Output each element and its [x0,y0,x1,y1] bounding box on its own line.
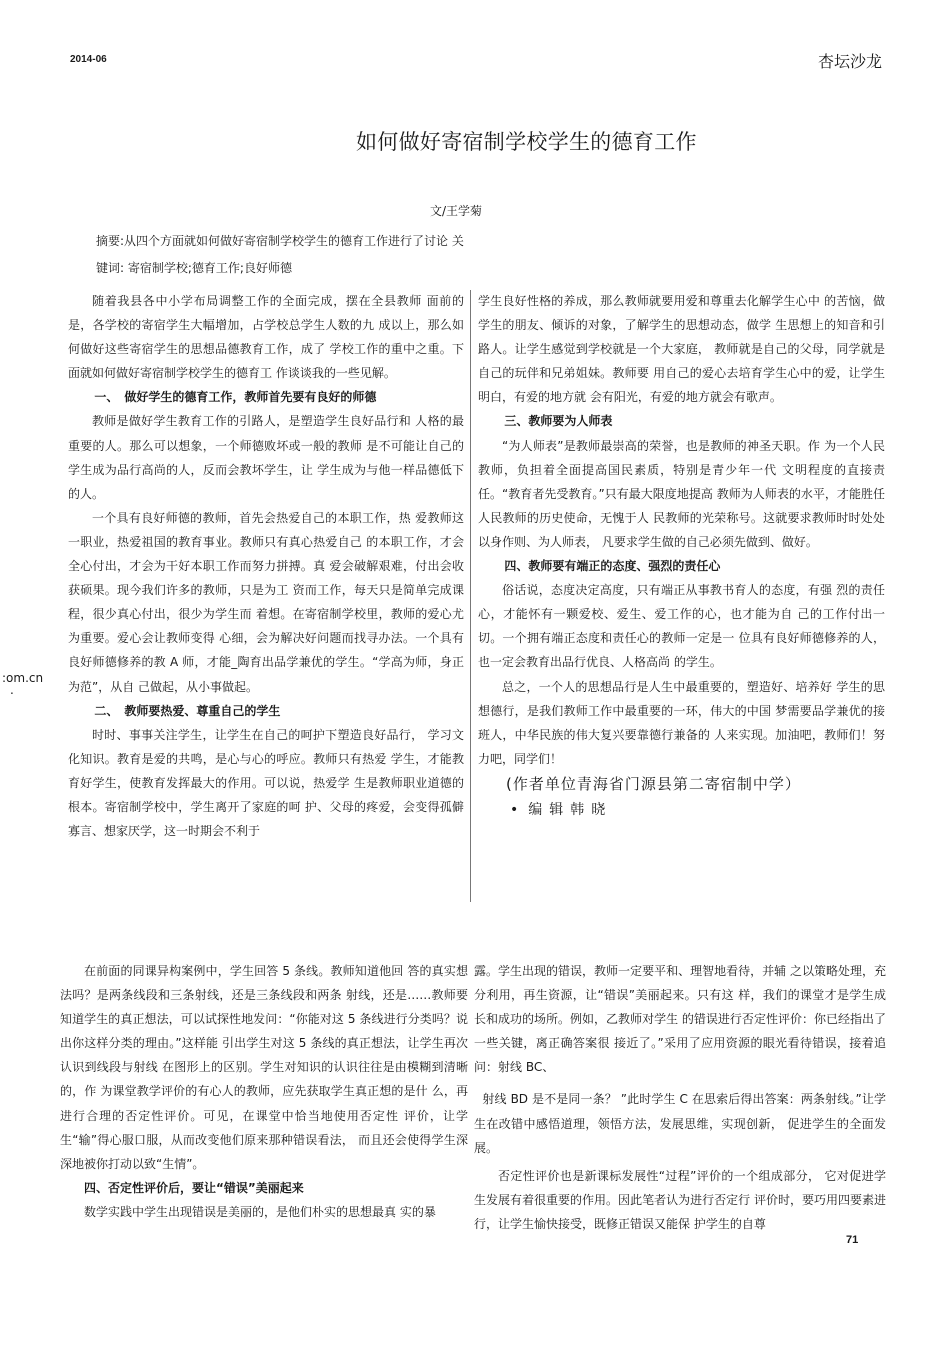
section-heading: 二、 教师要热爱、尊重自己的学生 [94,703,281,718]
section-heading: 一、 做好学生的德育工作，教师首先要有良好的师德 [94,390,377,405]
section-heading: 四、教师要有端正的态度、强烈的责任心 [504,559,721,574]
paragraph: 否定性评价也是新课标发展性“过程”评价的一个组成部分， 它对促进学生发展有着很重要的作用。因此笔者认为进行否定行 评价时，要巧用四要素进行，让学生愉快接受，既修正错误又能保 护学生的自尊 [474,1168,886,1231]
second-article-right-column [474,959,886,1236]
paragraph: 射线 BD 是不是同一条？ ”此时学生 C 在思索后得出答案：两条射线。”让学生在改错中感悟道理，领悟方法，发展思维，实现创新， 促进学生的全面发展。 [474,1092,886,1155]
section-heading: 四、否定性评价后，要让“错误”美丽起来 [84,1180,304,1195]
article-keywords: 键词: 寄宿制学校;德育工作;良好师德 [96,261,292,275]
editor-line [478,797,885,823]
author-affiliation: (作者单位青海省门源县第二寄宿制中学） [506,774,801,793]
side-fragment-text: :om.cn [2,671,44,685]
article-abstract: 摘要:从四个方面就如何做好寄宿制学校学生的德育工作进行了讨论 关 [96,234,464,248]
paragraph: “为人师表”是教师最崇高的荣誉，也是教师的神圣天职。作 为一个人民教师，负担着全面提高国民素质，特别是青少年一代 文明程度的直接责任。“教育者先受教育。”只有最大限度地提高 教师为人师表的水平，才能胜任人民教师的历史使命，无愧于人 民教师的光荣称号。这就要求教师时时处处以身作则、为人师表， 凡要求学生做的自己必须先做到、做好。 [478,438,885,549]
bullet-icon: • [510,801,519,818]
paragraph: 数学实践中学生出现错误是美丽的，是他们朴实的思想最真 实的暴 [84,1204,436,1219]
page-number: 71 [846,1234,859,1246]
paragraph: 时时、事事关注学生，让学生在自己的呵护下塑造良好品行， 学习文化知识。教育是爱的共鸣，是心与心的呼应。教师只有热爱 学生，才能教育好学生，使教育发挥最大的作用。可以说，热爱学 生是教师职业道德的根本。寄宿制学校中，学生离开了家庭的呵 护、父母的疼爱，会变得孤僻寡言、想家厌学，这一时期会不利于 [68,727,464,839]
paragraph: 在前面的同课异构案例中，学生回答 5 条线。教师知道他回 答的真实想法吗？是两条线段和三条射线，还是三条线段和两条 射线，还是……教师要知道学生的真正想法，可以试探性地发问：“你能对这 5 条线进行分类吗？说出你这样分类的理由。”这样能 引出学生对这 5 条线的真正想法，让学生再次认识到线段与射线 在图形上的区别。学生对知识的认识往往是由模糊到清晰的，作 为课堂教学评价的有心人的教师，应先获取学生真正想的是什 么，再进行合理的否定性评价。可见，在课堂中恰当地使用否定性 评价，让学生“输”得心服口服，从而改变他们原来那种错误看法， 而且还会使得学生深深地被你打动以致“生情”。 [60,964,468,1171]
paragraph: 学生良好性格的养成，那么教师就要用爱和尊重去化解学生心中 的苦恼，做学生的朋友、倾诉的对象，了解学生的思想动态，做学 生思想上的知音和引路人。让学生感觉到学校就是一个大家庭， 教师就是自己的父母，同学就是自己的玩伴和兄弟姐妹。教师要 用自己的爱心去培育学生心中的爱，让学生明白，有爱的地方就 会有阳光，有爱的地方就会有歌声。 [478,294,885,405]
article-title: 如何做好寄宿制学校学生的德育工作 [356,130,697,154]
paragraph: 教师是做好学生教育工作的引路人，是塑造学生良好品行和 人格的最重要的人。那么可以想象，一个师德败坏或一般的教师 是不可能让自己的学生成为品行高尚的人，反而会教坏学生，让 学生成为与他一样品德低下的人。 [68,414,464,501]
paragraph: 一个具有良好师德的教师，首先会热爱自己的本职工作，热 爱教师这一职业，热爱祖国的教育事业。教师只有真心热爱自己 的本职工作，才会全心付出，才会为干好本职工作而努力拼搏。真 爱会破解艰难，付出会收获硕果。现今我们许多的教师，只是为工 资而工作，每天只是简单完成课程，很少真心付出，很少为学生而 着想。在寄宿制学校里，教师的爱心尤为重要。爱心会让教师变得 心细，会为解决好问题而找寻办法。一个具有良好师德修养的教 A 师，才能_陶育出品学兼优的学生。“学高为师，身正为范”，从自 己做起，从小事做起。 [68,510,464,694]
paragraph: 露。学生出现的错误，教师一定要平和、理智地看待，并辅 之以策略处理，充分利用，再生资源，让“错误”美丽起来。只有这 样，我们的课堂才是学生成长和成功的场所。例如，乙教师对学生 的错误进行否定性评价：你已经指出了一些关键，离正确答案很 接近了。”采用了应用资源的眼光看待错误，接着追问：射线 BC、 [474,964,886,1075]
issue-date: 2014-06 [70,54,107,65]
article-left-column [68,289,464,843]
column-name: 杏坛沙龙 [818,52,883,71]
paragraph: 俗话说，态度决定高度，只有端正从事教书育人的态度，有强 烈的责任心，才能怀有一颗爱校、爱生、爱工作的心，也才能为自 己的工作付出一切。一个拥有端正态度和责任心的教师一定是一 位具有良好师德修养的人，也一定会教育出品行优良、人格高尚 的学生。 [478,583,885,670]
column-divider [470,290,471,902]
paragraph: 总之，一个人的思想品行是人生中最重要的，塑造好、培养好 学生的思想德行，是我们教师工作中最重要的一环，伟大的中国 梦需要品学兼优的接班人，中华民族的伟大复兴要靠德行兼备的 人来实现。加油吧，教师们！努力吧，同学们！ [478,679,885,766]
paragraph: 随着我县各中小学布局调整工作的全面完成，摆在全县教师 面前的是，各学校的寄宿学生大幅增加，占学校总学生人数的九 成以上，那么如何做好这些寄宿学生的思想品德教育工作，成了 学校工作的重中之重。下面就如何做好寄宿制学校学生的德育工 作谈谈我的一些见解。 [68,294,464,381]
article-author: 文/王学菊 [430,204,483,218]
section-heading: 三、教师要为人师表 [504,414,613,429]
article-right-column [478,289,885,823]
editor-name: 编辑韩晓 [528,801,613,818]
side-fragment-dot: . [10,683,14,697]
second-article-left-column [60,959,468,1224]
